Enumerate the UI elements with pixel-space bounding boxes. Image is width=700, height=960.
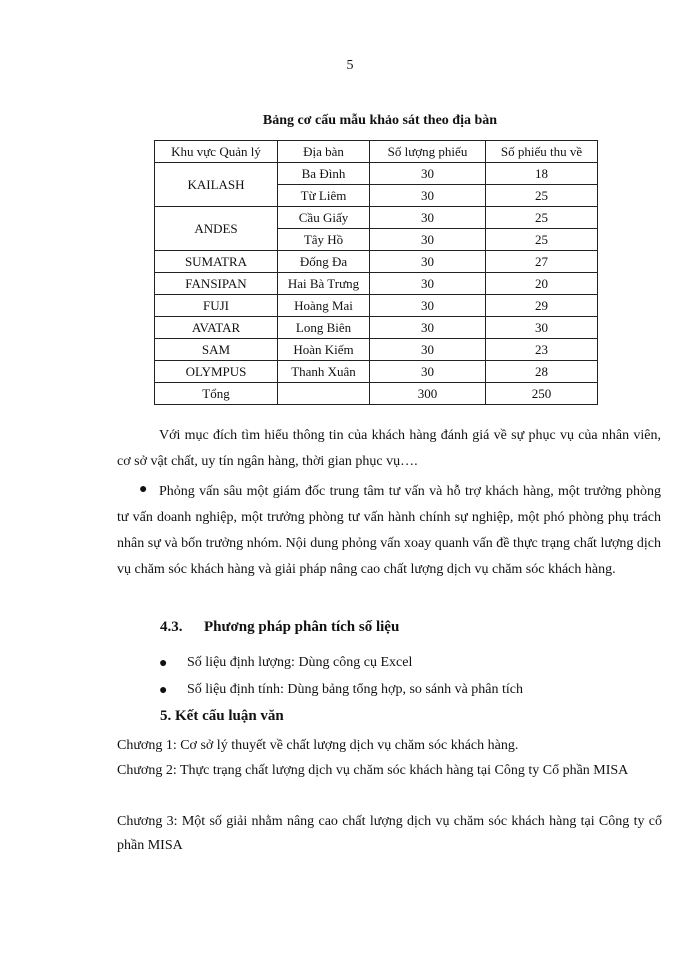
area-cell: Tây Hồ <box>278 229 370 251</box>
table-row <box>155 339 598 361</box>
count-cell: 30 <box>370 163 486 185</box>
count-cell: 30 <box>370 317 486 339</box>
area-cell: Hoàng Mai <box>278 295 370 317</box>
bullet-dot-icon: ● <box>139 482 148 497</box>
count-cell: 30 <box>370 273 486 295</box>
page-number: 5 <box>346 58 354 73</box>
table-total-row <box>155 383 598 405</box>
region-cell: OLYMPUS <box>155 361 278 383</box>
bullet-dot-icon: ● <box>159 656 168 671</box>
area-cell: Đống Đa <box>278 251 370 273</box>
intro-paragraph: Với mục đích tìm hiểu thông tin của khách hàng đánh giá về sự phục vụ của nhân viên, cơ sở vật chất, uy tín ngân hàng, thời gian phục vụ…. <box>117 428 661 469</box>
region-cell: SAM <box>155 339 278 361</box>
area-cell: Cầu Giấy <box>278 207 370 229</box>
area-cell: Ba Đình <box>278 163 370 185</box>
chapter-3-line: Chương 3: Một số giải nhằm nâng cao chất lượng dịch vụ chăm sóc khách hàng tại Công ty cổ phần MISA <box>117 814 662 853</box>
table-row <box>155 295 598 317</box>
region-cell: SUMATRA <box>155 251 278 273</box>
region-cell: AVATAR <box>155 317 278 339</box>
table-row <box>155 207 598 229</box>
interview-paragraph: Phỏng vấn sâu một giám đốc trung tâm tư vấn và hỗ trợ khách hàng, một trưởng phòng tư vấn doanh nghiệp, một trưởng phòng tư vấn hành chính sự nghiệp, một phó phòng phụ trách nhân sự và bốn trưởng nhóm. Nội dung phỏng vấn xoay quanh vấn đề thực trạng chất lượng dịch vụ chăm sóc khách hàng và giải pháp nâng cao chất lượng dịch vụ chăm sóc khách hàng. <box>117 484 661 577</box>
analysis-bullet-2: Số liệu định tính: Dùng bảng tổng hợp, so sánh và phân tích <box>187 682 523 697</box>
bullet-dot-icon: ● <box>159 683 168 698</box>
returned-cell: 25 <box>486 207 598 229</box>
returned-cell: 29 <box>486 295 598 317</box>
header-returned: Số phiếu thu về <box>486 141 598 163</box>
header-region: Khu vực Quản lý <box>155 141 278 163</box>
count-cell: 30 <box>370 229 486 251</box>
analysis-bullet-1: Số liệu định lượng: Dùng công cụ Excel <box>187 655 413 670</box>
table-row <box>155 317 598 339</box>
total-returned: 250 <box>486 383 598 405</box>
returned-cell: 18 <box>486 163 598 185</box>
total-area <box>278 383 370 405</box>
count-cell: 30 <box>370 295 486 317</box>
table-row <box>155 361 598 383</box>
region-cell: ANDES <box>155 207 278 251</box>
table-header-row <box>155 141 598 163</box>
returned-cell: 25 <box>486 185 598 207</box>
region-cell: FANSIPAN <box>155 273 278 295</box>
region-cell: KAILASH <box>155 163 278 207</box>
section-4-3-title: Phương pháp phân tích số liệu <box>204 619 400 635</box>
table-row <box>155 273 598 295</box>
region-cell: FUJI <box>155 295 278 317</box>
section-5-title: 5. Kết cấu luận văn <box>160 708 284 724</box>
count-cell: 30 <box>370 185 486 207</box>
chapter-1-line: Chương 1: Cơ sở lý thuyết về chất lượng dịch vụ chăm sóc khách hàng. <box>117 738 519 753</box>
count-cell: 30 <box>370 207 486 229</box>
returned-cell: 23 <box>486 339 598 361</box>
area-cell: Hoàn Kiếm <box>278 339 370 361</box>
header-area: Địa bàn <box>278 141 370 163</box>
table-title: Bảng cơ cấu mẫu khảo sát theo địa bàn <box>262 113 498 128</box>
returned-cell: 20 <box>486 273 598 295</box>
area-cell: Thanh Xuân <box>278 361 370 383</box>
count-cell: 30 <box>370 339 486 361</box>
area-cell: Hai Bà Trưng <box>278 273 370 295</box>
returned-cell: 25 <box>486 229 598 251</box>
header-count: Số lượng phiếu <box>370 141 486 163</box>
table-row <box>155 163 598 185</box>
section-4-3-number: 4.3. <box>160 619 183 635</box>
area-cell: Từ Liêm <box>278 185 370 207</box>
count-cell: 30 <box>370 361 486 383</box>
area-cell: Long Biên <box>278 317 370 339</box>
table-row <box>155 251 598 273</box>
returned-cell: 28 <box>486 361 598 383</box>
count-cell: 30 <box>370 251 486 273</box>
returned-cell: 30 <box>486 317 598 339</box>
total-label: Tổng <box>155 383 278 405</box>
survey-table <box>154 140 598 405</box>
chapter-2-line: Chương 2: Thực trạng chất lượng dịch vụ chăm sóc khách hàng tại Công ty Cổ phần MISA <box>117 763 629 778</box>
total-count: 300 <box>370 383 486 405</box>
returned-cell: 27 <box>486 251 598 273</box>
